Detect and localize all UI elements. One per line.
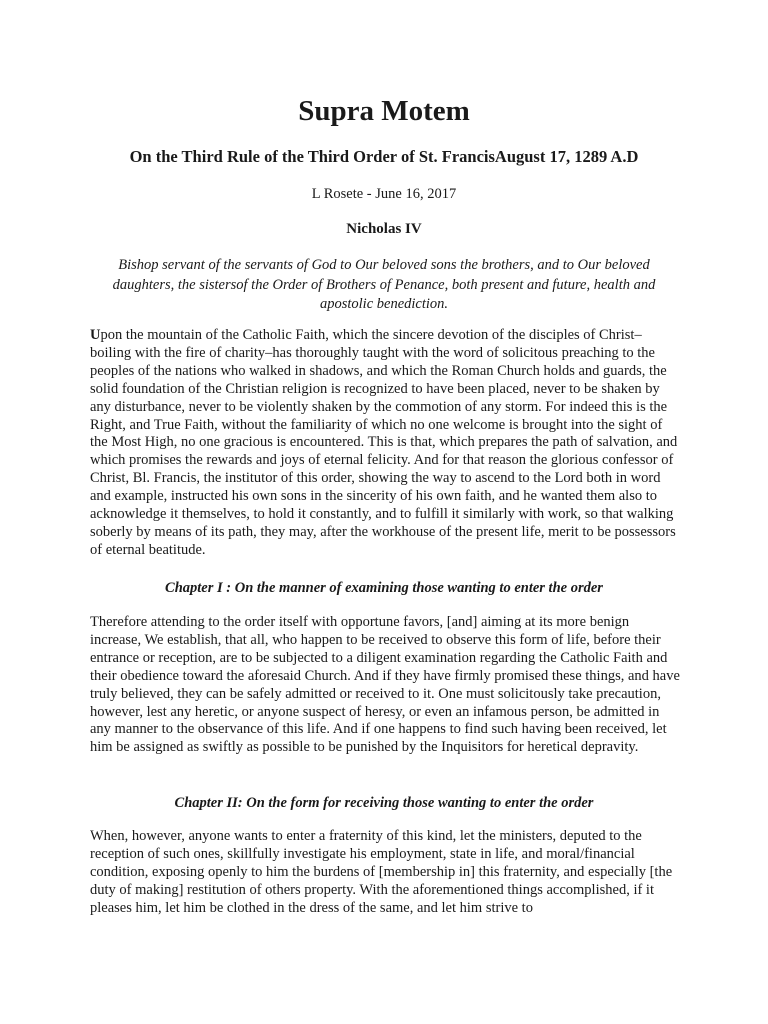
author-heading: Nicholas IV: [346, 221, 422, 237]
chapter-1-paragraph: Therefore attending to the order itself with opportune favors, [and] aiming at its more benign increase, We establish, that all, who happen to be received to observe this form of life, before their entrance or reception, are to be subjected to a diligent examination regarding the Catholic Faith and their obedience toward the aforesaid Church. And if they have firmly promised these things, and have truly believed, they can be safely admitted or received to it. One must solicitously take precaution, however, lest any heretic, or anyone suspect of heresy, or even an infamous person, be admitted in any manner to the observance of this life. And if one happens to find such having been received, let him be assigned as swiftly as possible to be punished by the Inquisitors for heretical depravity.: [90, 614, 680, 756]
chapter-2-heading: Chapter II: On the form for receiving those wanting to enter the order: [174, 795, 594, 811]
intro-paragraph: [90, 327, 680, 560]
byline: L Rosete - June 16, 2017: [311, 186, 457, 202]
document-title: Supra Motem: [298, 95, 470, 127]
salutation: Bishop servant of the servants of God to Our beloved sons the brothers, and to Our beloved daughters, the sistersof the Order of Brothers of Penance, both present and future, health and apostolic benediction.: [112, 257, 656, 312]
chapter-1-heading: Chapter I : On the manner of examining those wanting to enter the order: [165, 580, 603, 596]
intro-initial: U: [90, 327, 101, 343]
intro-text: pon the mountain of the Catholic Faith, which the sincere devotion of the disciples of Christ–boiling with the fire of charity–has thoroughly taught with the word of solicitous preaching to the peoples of the nations who walked in shadows, and which the Roman Church holds and guards, the solid foundation of the Christian religion is recognized to have been placed, never to be shaken by any disturbance, never to be violently shaken by the commotion of any storm. For indeed this is the Right, and True Faith, without the familiarity of which no one welcome is brought into the sight of the Most High, no one gracious is encountered. This is that, which prepares the path of salvation, and which promises the rewards and joys of eternal felicity. And for that reason the glorious confessor of Christ, Bl. Francis, the institutor of this order, showing the way to ascend to the Lord both in word and example, instructed his own sons in the sincerity of his own faith, and he wanted them also to acknowledge it themselves, to hold it constantly, and to fulfill it similarly with work, so that walking soberly by means of its path, they may, after the workhouse of the present life, merit to be possessors of eternal beatitude.: [90, 327, 678, 558]
document-subtitle: On the Third Rule of the Third Order of St. FrancisAugust 17, 1289 A.D: [129, 147, 639, 166]
chapter-2-paragraph: When, however, anyone wants to enter a fraternity of this kind, let the ministers, deputed to the reception of such ones, skillfully investigate his employment, state in life, and moral/financial condition, exposing openly to him the burdens of [membership in] this fraternity, and especially [the duty of making] restitution of others property. With the aforementioned things accomplished, if it pleases him, let him be clothed in the dress of the same, and let him strive to: [90, 828, 673, 916]
